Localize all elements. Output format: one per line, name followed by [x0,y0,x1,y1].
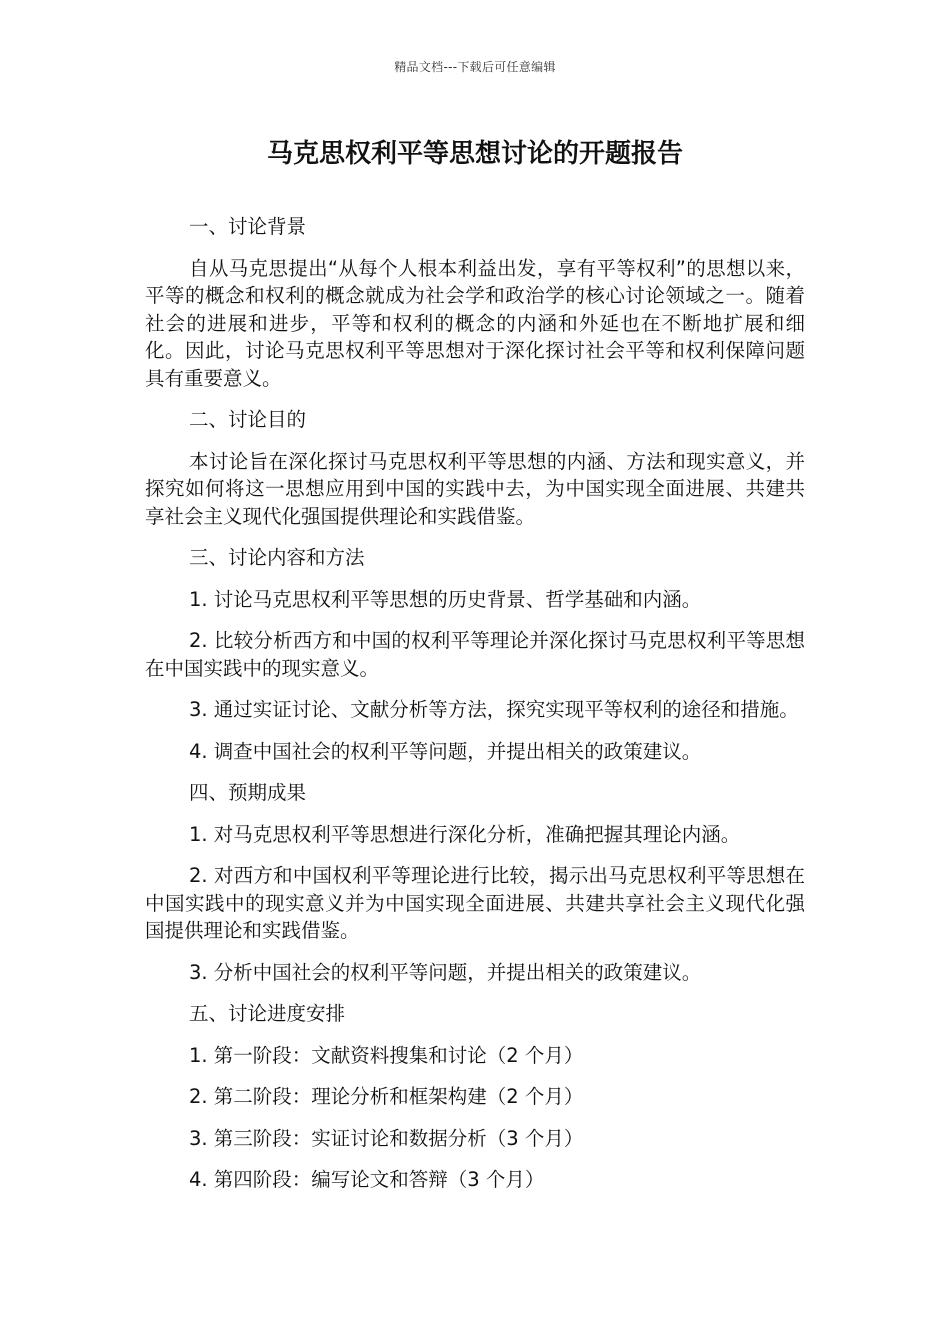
document-body [145,213,805,1208]
document-title: 马克思权利平等思想讨论的开题报告 [266,139,683,169]
list-item: 4. 第四阶段：编写论文和答辩（3 个月） [189,1168,545,1191]
section-heading-purpose: 二、讨论目的 [189,408,307,431]
section-heading-background: 一、讨论背景 [189,215,307,238]
page-header: 精品文档---下载后可任意编辑 [394,60,556,74]
section-heading-expected-results: 四、预期成果 [189,781,307,804]
list-item: 2. 对西方和中国权利平等理论进行比较，揭示出马克思权利平等思想在中国实践中的现实意义并为中国实现全面进展、共建共享社会主义现代化强国提供理论和实践借鉴。 [145,864,805,942]
list-item: 2. 比较分析西方和中国的权利平等理论并深化探讨马克思权利平等思想在中国实践中的现实意义。 [145,629,805,680]
list-item: 4. 调查中国社会的权利平等问题，并提出相关的政策建议。 [189,739,702,763]
list-item: 3. 通过实证讨论、文献分析等方法，探究实现平等权利的途径和措施。 [189,698,799,721]
list-item: 2. 第二阶段：理论分析和框架构建（2 个月） [189,1085,584,1108]
list-item: 3. 第三阶段：实证讨论和数据分析（3 个月） [189,1126,584,1150]
paragraph-background: 自从马克思提出“从每个人根本利益出发，享有平等权利”的思想以来，平等的概念和权利的概念就成为社会学和政治学的核心讨论领域之一。随着社会的进展和进步，平等和权利的概念的内涵和外延也在不断地扩展和细化。因此，讨论马克思权利平等思想对于深化探讨社会平等和权利保障问题具有重要意义。 [145,256,805,390]
section-heading-content-methods: 三、讨论内容和方法 [189,546,365,569]
section-heading-schedule: 五、讨论进度安排 [189,1002,346,1025]
list-item: 1. 第一阶段：文献资料搜集和讨论（2 个月） [189,1043,584,1067]
list-item: 1. 讨论马克思权利平等思想的历史背景、哲学基础和内涵。 [189,587,702,611]
list-item: 1. 对马克思权利平等思想进行深化分析，准确把握其理论内涵。 [189,822,741,846]
list-item: 3. 分析中国社会的权利平等问题，并提出相关的政策建议。 [189,960,702,984]
paragraph-purpose: 本讨论旨在深化探讨马克思权利平等思想的内涵、方法和现实意义，并探究如何将这一思想应用到中国的实践中去，为中国实现全面进展、共建共享社会主义现代化强国提供理论和实践借鉴。 [145,449,805,528]
